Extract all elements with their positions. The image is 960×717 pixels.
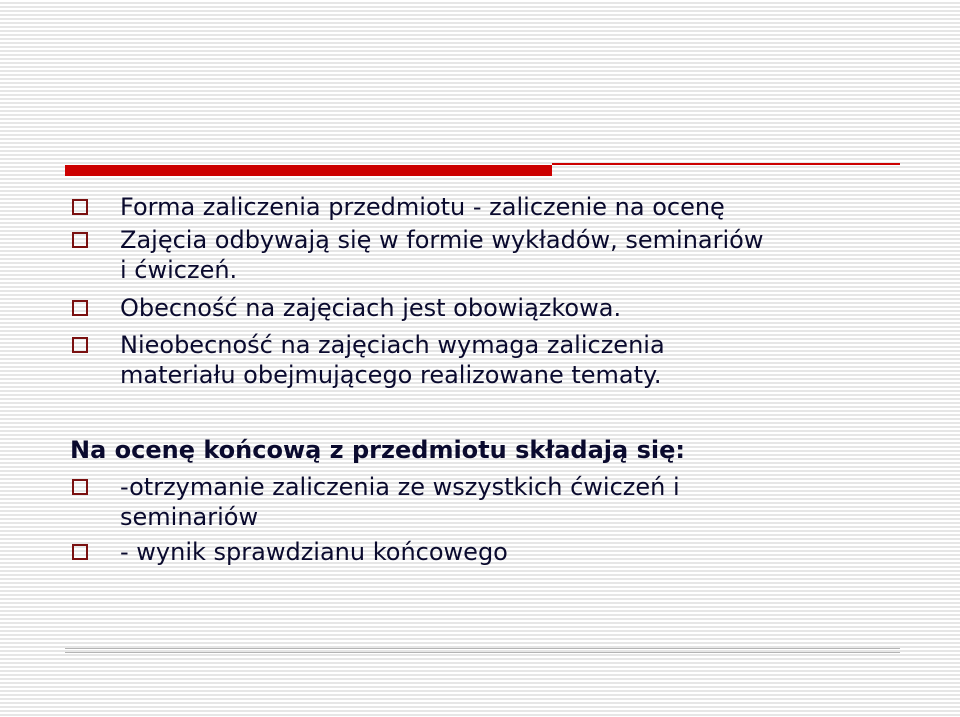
hollow-square-bullet-icon <box>72 544 88 560</box>
bullet-text-line: Obecność na zajęciach jest obowiązkowa. <box>120 294 622 322</box>
bullet-text <box>120 330 665 390</box>
hollow-square-bullet-icon <box>72 300 88 316</box>
bullet-text <box>120 472 680 532</box>
bullet-text-line: - wynik sprawdzianu końcowego <box>120 538 508 566</box>
bullet-text-line: Forma zaliczenia przedmiotu - zaliczenie na ocenę <box>120 193 725 221</box>
bullet-text-line: -otrzymanie zaliczenia ze wszystkich ćwiczeń i <box>120 473 680 501</box>
bullet-text-line: seminariów <box>120 503 259 531</box>
bullet-text-line: Nieobecność na zajęciach wymaga zaliczenia <box>120 331 665 359</box>
bullet-text <box>120 293 621 323</box>
hollow-square-bullet-icon <box>72 337 88 353</box>
bullet-text <box>120 225 763 285</box>
title-accent-line <box>552 163 900 165</box>
bullet-text-line: materiału obejmującego realizowane tematy. <box>120 361 662 389</box>
grading-heading: Na ocenę końcową z przedmiotu składają się: <box>70 436 685 464</box>
bullet-text <box>120 537 508 567</box>
footer-rule-bottom <box>65 652 900 653</box>
hollow-square-bullet-icon <box>72 199 88 215</box>
hollow-square-bullet-icon <box>72 232 88 248</box>
bullet-text-line: i ćwiczeń. <box>120 256 238 284</box>
hollow-square-bullet-icon <box>72 479 88 495</box>
footer-rule-top <box>65 648 900 649</box>
bullet-text <box>120 192 725 222</box>
title-accent-bar <box>65 165 552 176</box>
bullet-text-line: Zajęcia odbywają się w formie wykładów, seminariów <box>120 226 764 254</box>
